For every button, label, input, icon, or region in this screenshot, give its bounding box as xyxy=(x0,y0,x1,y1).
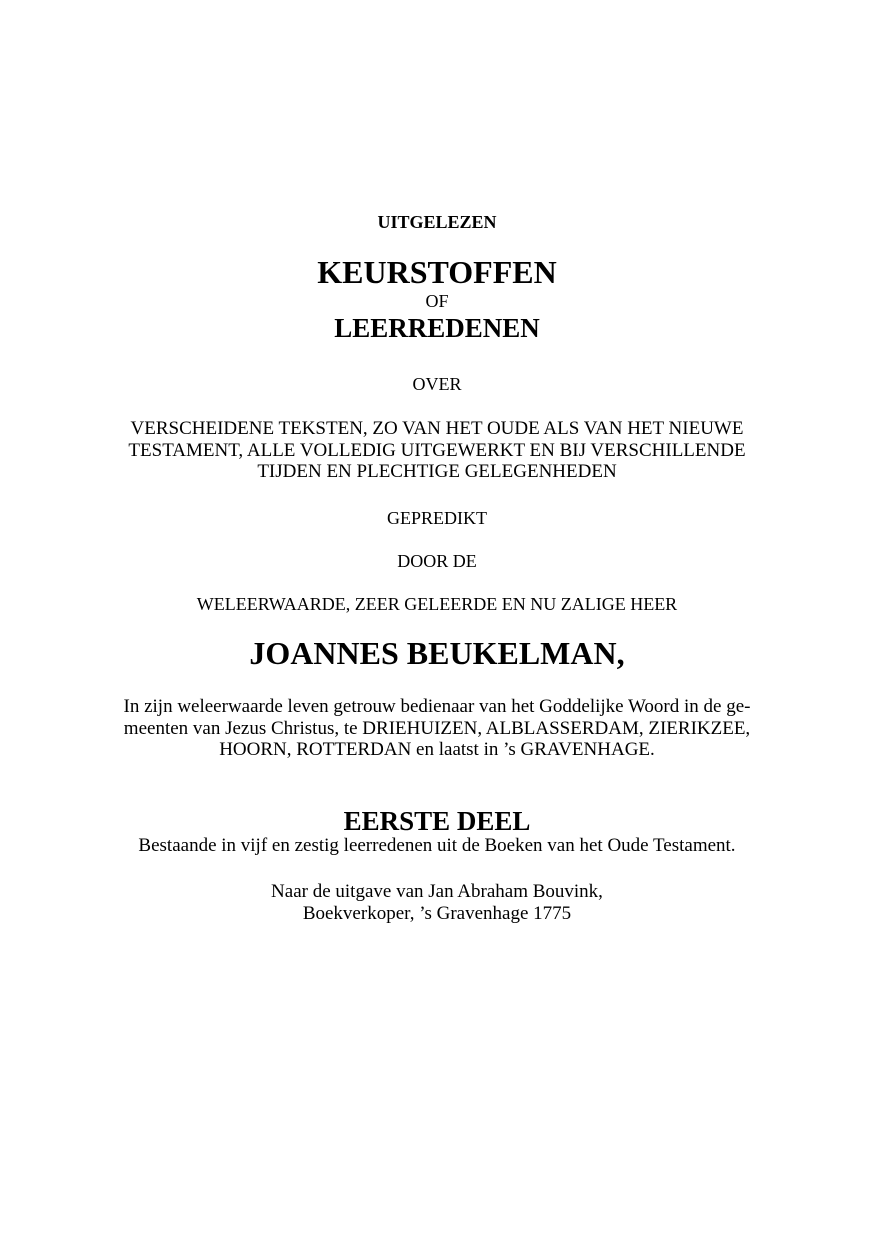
edition-line: Naar de uitgave van Jan Abraham Bouvink, xyxy=(271,881,603,902)
title-connector: OF xyxy=(425,291,449,311)
career-line: HOORN, ROTTERDAN en laatst in ’s GRAVENHAGE. xyxy=(219,739,655,760)
edition-line: Boekverkoper, ’s Gravenhage 1775 xyxy=(302,903,572,924)
kicker-text: UITGELEZEN xyxy=(377,212,497,232)
edition-note xyxy=(0,881,874,925)
main-title: KEURSTOFFEN xyxy=(317,254,557,290)
preached-text: GEPREDIKT xyxy=(387,508,487,528)
over-text: OVER xyxy=(412,374,462,394)
career-line: In zijn weleerwaarde leven getrouw bedienaar van het Goddelijke Woord in de ge- xyxy=(123,696,751,717)
volume-description: Bestaande in vijf en zestig leerredenen uit de Boeken van het Oude Testament. xyxy=(138,835,736,856)
subtitle-line: TIJDEN EN PLECHTIGE GELEGENHEDEN xyxy=(257,461,617,482)
volume-title: EERSTE DEEL xyxy=(343,806,531,836)
career-line: meenten van Jezus Christus, te DRIEHUIZEN, ALBLASSERDAM, ZIERIKZEE, xyxy=(123,717,751,739)
honorific-text: WELEERWAARDE, ZEER GELEERDE EN NU ZALIGE HEER xyxy=(196,594,678,614)
subtitle-line: TESTAMENT, ALLE VOLLEDIG UITGEWERKT EN BIJ VERSCHILLENDE xyxy=(128,439,746,461)
subtitle-block xyxy=(0,418,874,483)
subtitle-line: VERSCHEIDENE TEKSTEN, ZO VAN HET OUDE ALS VAN HET NIEUWE xyxy=(130,418,744,439)
by-text: DOOR DE xyxy=(397,551,477,571)
author-name: JOANNES BEUKELMAN, xyxy=(249,635,625,671)
main-title-second-line: LEERREDENEN xyxy=(334,313,540,343)
author-career-block xyxy=(0,696,874,761)
